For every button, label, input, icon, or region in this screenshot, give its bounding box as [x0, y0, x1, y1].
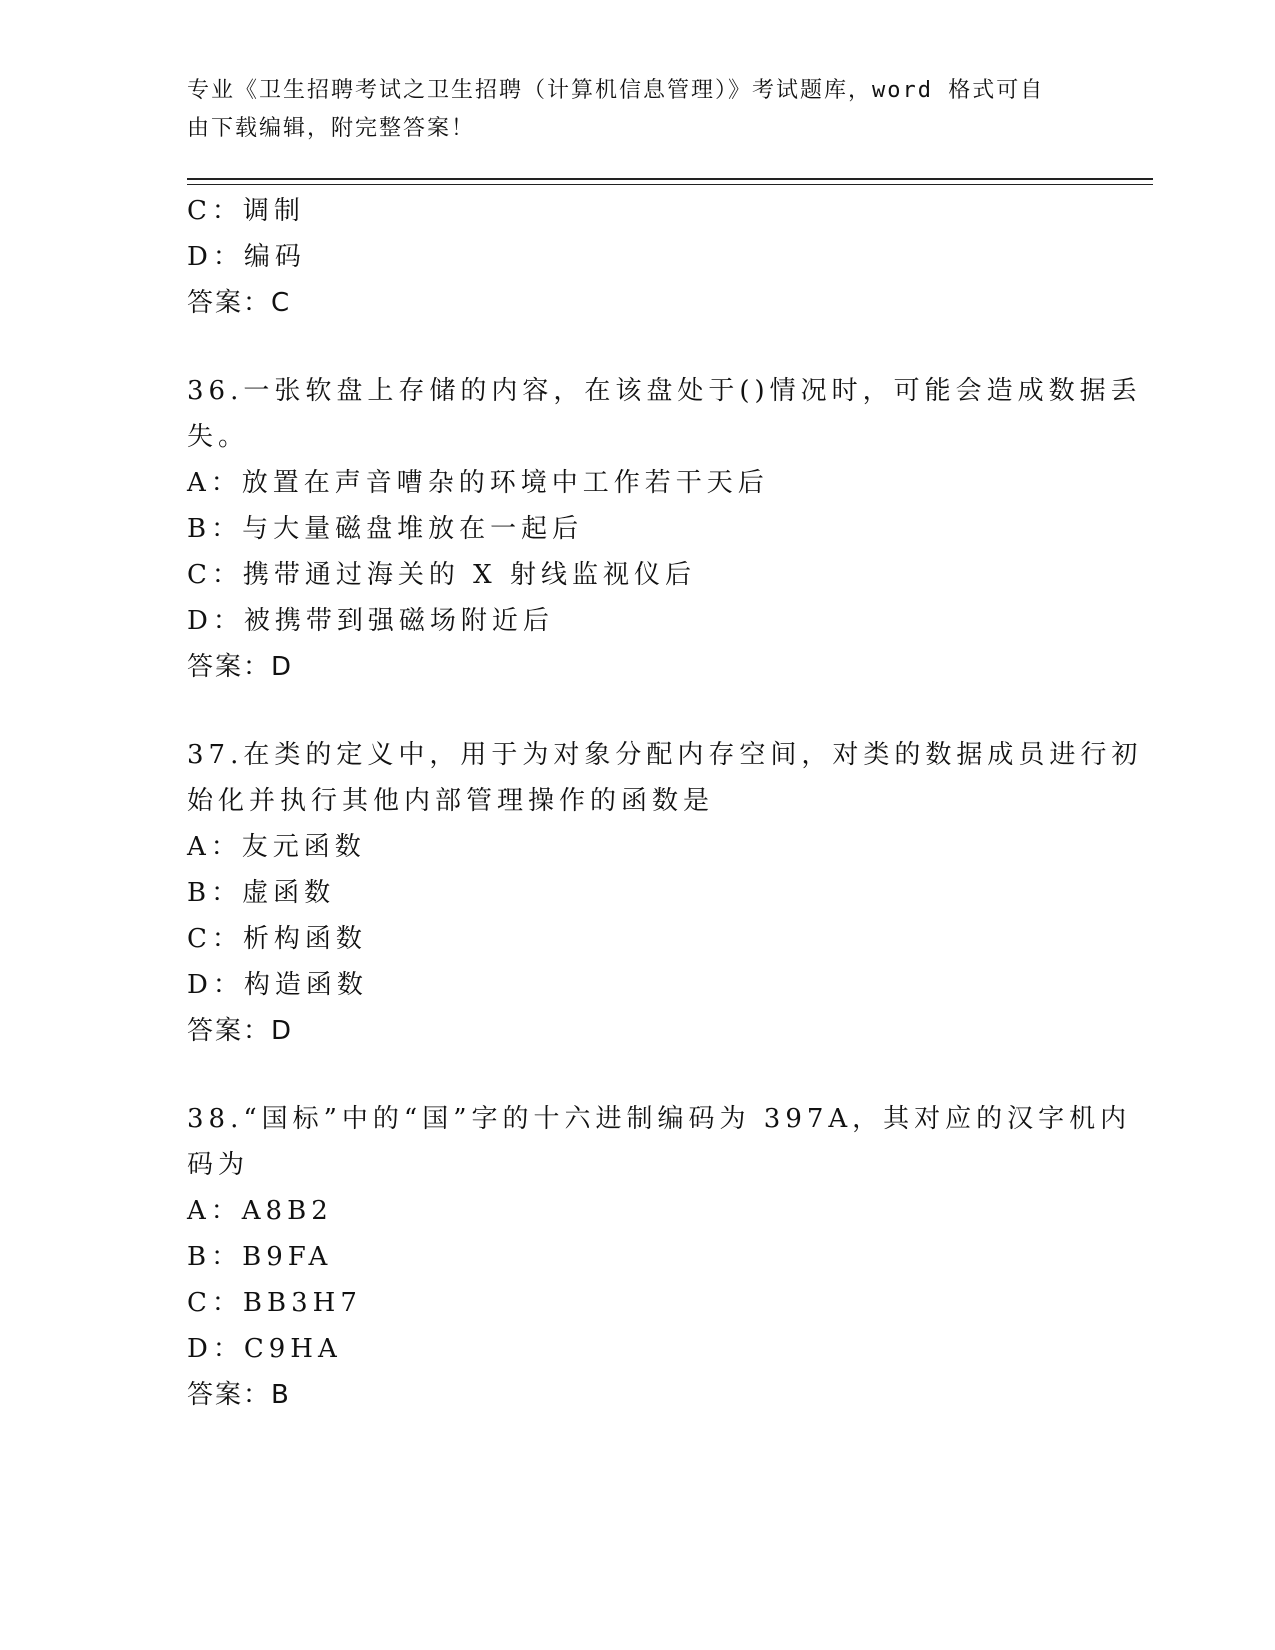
answer-line: 答案：D [187, 652, 294, 682]
header-divider-thick [187, 178, 1153, 180]
option-d: D：被携带到强磁场附近后 [187, 606, 554, 636]
option-c: C：BB3H7 [187, 1288, 362, 1318]
option-c: C：调制 [187, 196, 305, 226]
option-c: C：携带通过海关的 X 射线监视仪后 [187, 560, 696, 590]
answer-line: 答案：D [187, 1016, 294, 1046]
header-divider-thin [187, 184, 1153, 185]
option-d: D：构造函数 [187, 970, 368, 1000]
question-list [187, 188, 1143, 1418]
option-a: A：放置在声音嘈杂的环境中工作若干天后 [187, 468, 769, 498]
question-stem-cont: 始化并执行其他内部管理操作的函数是 [187, 786, 715, 816]
header-line-1: 专业《卫生招聘考试之卫生招聘（计算机信息管理）》考试题库，word 格式可自 [187, 78, 1045, 103]
header-line-2: 由下载编辑，附完整答案！ [187, 116, 476, 141]
question-stem: 37.在类的定义中，用于为对象分配内存空间，对类的数据成员进行初 [187, 740, 1143, 770]
option-c: C：析构函数 [187, 924, 367, 954]
question-stem: 38.“国标”中的“国”字的十六进制编码为 397A，其对应的汉字机内 [187, 1104, 1132, 1134]
answer-line: 答案：B [187, 1380, 291, 1410]
question-stem: 36.一张软盘上存储的内容，在该盘处于()情况时，可能会造成数据丢 [187, 376, 1142, 406]
question-36 [187, 368, 1142, 690]
question-35-tail [187, 188, 1087, 326]
page-header [187, 72, 1067, 148]
option-d: D：C9HA [187, 1334, 342, 1364]
question-stem-cont: 失。 [187, 422, 250, 452]
option-a: A：A8B2 [187, 1196, 333, 1226]
option-b: B：虚函数 [187, 878, 336, 908]
option-b: B：B9FA [187, 1242, 333, 1272]
question-stem-cont: 码为 [187, 1150, 250, 1180]
question-38 [187, 1096, 1132, 1418]
option-b: B：与大量磁盘堆放在一起后 [187, 514, 584, 544]
option-a: A：友元函数 [187, 832, 366, 862]
question-37 [187, 732, 1143, 1054]
answer-line: 答案：C [187, 288, 292, 318]
option-d: D：编码 [187, 242, 306, 272]
